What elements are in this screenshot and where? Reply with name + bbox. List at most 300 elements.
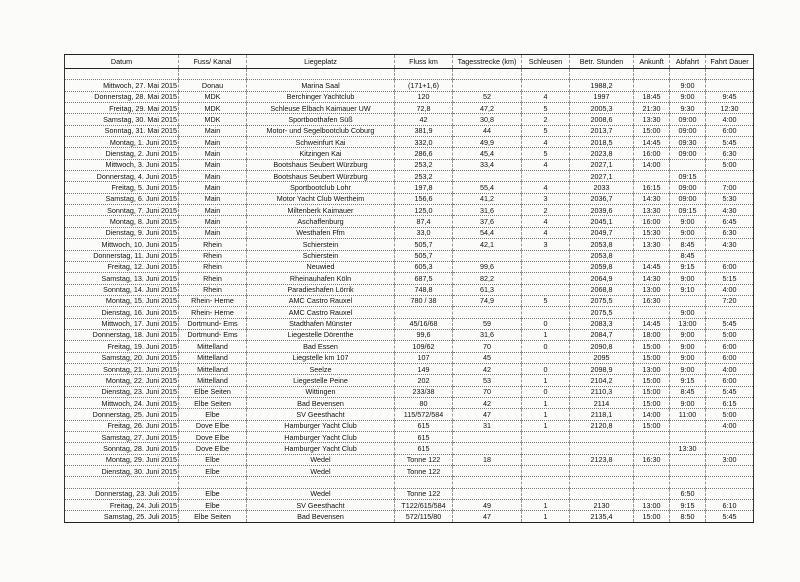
datum-cell: Samstag, 13. Juni 2015 [65, 273, 179, 284]
schleusen-cell: 2 [522, 205, 570, 216]
datum-cell: Sonntag, 31. Mai 2015 [65, 125, 179, 136]
header-fluss-km: Fluss km [395, 55, 453, 69]
liegeplatz-cell: Wedel [247, 454, 395, 465]
liegeplatz-cell: Motor Yacht Club Wertheim [247, 193, 395, 204]
betriebsstunden-cell: 1988,2 [570, 80, 634, 91]
fluss-km-cell: 572/115/80 [395, 511, 453, 522]
betriebsstunden-cell: 2018,5 [570, 137, 634, 148]
fluss-km-cell: 615 [395, 443, 453, 454]
abfahrt-cell: 13:30 [670, 443, 706, 454]
table-row [65, 420, 754, 431]
tagesstrecke-cell [453, 432, 522, 443]
kanal-cell: Main [179, 182, 247, 193]
ankunft-cell: 16:30 [634, 295, 670, 306]
fluss-km-cell: 202 [395, 375, 453, 386]
fahrt-dauer-cell: 4:30 [706, 239, 754, 250]
betriebsstunden-cell: 2114 [570, 397, 634, 408]
kanal-cell: Mittelland [179, 363, 247, 374]
table-row [65, 91, 754, 102]
liegeplatz-cell: Stadthafen Münster [247, 318, 395, 329]
ankunft-cell: 15:00 [634, 511, 670, 522]
kanal-cell: MDK [179, 103, 247, 114]
kanal-cell: Mittelland [179, 352, 247, 363]
betriebsstunden-cell: 2059,8 [570, 261, 634, 272]
tagesstrecke-cell: 31 [453, 420, 522, 431]
liegeplatz-cell: SV Geesthacht [247, 500, 395, 511]
fluss-km-cell: 197,8 [395, 182, 453, 193]
kanal-cell: Dove Elbe [179, 443, 247, 454]
fluss-km-cell: 42 [395, 114, 453, 125]
datum-cell: Samstag, 27. Juni 2015 [65, 432, 179, 443]
betriebsstunden-cell [570, 466, 634, 477]
datum-cell: Freitag, 5. Juni 2015 [65, 182, 179, 193]
tagesstrecke-cell [453, 466, 522, 477]
betriebsstunden-cell: 2013,7 [570, 125, 634, 136]
kanal-cell: Rhein [179, 273, 247, 284]
schleusen-cell [522, 466, 570, 477]
table-row [65, 318, 754, 329]
abfahrt-cell: 09:00 [670, 148, 706, 159]
schleusen-cell: 1 [522, 420, 570, 431]
datum-cell [65, 477, 179, 488]
datum-cell: Sonntag, 28. Juni 2015 [65, 443, 179, 454]
table-row [65, 295, 754, 306]
table-row [65, 397, 754, 408]
header-tagesstrecke: Tagesstrecke (km) [453, 55, 522, 69]
datum-cell: Samstag, 25. Juli 2015 [65, 511, 179, 522]
abfahrt-cell: 9:30 [670, 103, 706, 114]
betriebsstunden-cell: 2135,4 [570, 511, 634, 522]
fahrt-dauer-cell [706, 488, 754, 499]
fluss-km-cell: 748,8 [395, 284, 453, 295]
kanal-cell: Main [179, 216, 247, 227]
abfahrt-cell [670, 454, 706, 465]
ankunft-cell [634, 250, 670, 261]
tagesstrecke-cell [453, 488, 522, 499]
ankunft-cell: 13:30 [634, 114, 670, 125]
liegeplatz-cell: Liegestelle Peine [247, 375, 395, 386]
abfahrt-cell: 8:45 [670, 239, 706, 250]
abfahrt-cell: 9:00 [670, 363, 706, 374]
fluss-km-cell: 605,3 [395, 261, 453, 272]
fahrt-dauer-cell [706, 432, 754, 443]
fahrt-dauer-cell: 6:00 [706, 341, 754, 352]
betriebsstunden-cell: 2053,8 [570, 239, 634, 250]
fluss-km-cell [395, 477, 453, 488]
schleusen-cell: 1 [522, 375, 570, 386]
fluss-km-cell: 109/62 [395, 341, 453, 352]
tagesstrecke-cell: 82,2 [453, 273, 522, 284]
schleusen-cell: 0 [522, 363, 570, 374]
fluss-km-cell: 107 [395, 352, 453, 363]
liegeplatz-cell: Kitzingen Kai [247, 148, 395, 159]
table-row [65, 409, 754, 420]
schleusen-cell: 5 [522, 295, 570, 306]
schleusen-cell [522, 171, 570, 182]
betriebsstunden-cell: 2130 [570, 500, 634, 511]
schleusen-cell: 2 [522, 114, 570, 125]
fahrt-dauer-cell: 5:30 [706, 193, 754, 204]
fahrt-dauer-cell: 6:10 [706, 500, 754, 511]
header-schleusen: Schleusen [522, 55, 570, 69]
abfahrt-cell: 09:00 [670, 193, 706, 204]
tagesstrecke-cell [453, 477, 522, 488]
liegeplatz-cell: Westhafen Ffm [247, 227, 395, 238]
liegeplatz-cell: Motor- und Segelbootclub Coburg [247, 125, 395, 136]
ankunft-cell [634, 80, 670, 91]
ankunft-cell: 14:00 [634, 159, 670, 170]
table-row [65, 307, 754, 318]
liegeplatz-cell: Rheinauhafen Köln [247, 273, 395, 284]
fahrt-dauer-cell [706, 69, 754, 80]
table-row [65, 432, 754, 443]
abfahrt-cell: 9:15 [670, 500, 706, 511]
schleusen-cell: 1 [522, 397, 570, 408]
tagesstrecke-cell: 49,9 [453, 137, 522, 148]
liegeplatz-cell [247, 69, 395, 80]
tagesstrecke-cell: 70 [453, 386, 522, 397]
table-row [65, 386, 754, 397]
table-row [65, 511, 754, 522]
header-fahrt-dauer: Fahrt Dauer [706, 55, 754, 69]
schleusen-cell [522, 477, 570, 488]
tagesstrecke-cell: 37,6 [453, 216, 522, 227]
schleusen-cell: 5 [522, 148, 570, 159]
tagesstrecke-cell: 30,8 [453, 114, 522, 125]
kanal-cell: MDK [179, 91, 247, 102]
datum-cell: Dienstag, 2. Juni 2015 [65, 148, 179, 159]
table-row [65, 261, 754, 272]
abfahrt-cell [670, 420, 706, 431]
datum-cell: Donnerstag, 28. Mai 2015 [65, 91, 179, 102]
datum-cell: Sonntag, 7. Juni 2015 [65, 205, 179, 216]
betriebsstunden-cell: 2090,8 [570, 341, 634, 352]
schleusen-cell: 1 [522, 409, 570, 420]
tagesstrecke-cell: 45 [453, 352, 522, 363]
tagesstrecke-cell [453, 171, 522, 182]
fluss-km-cell: 615 [395, 432, 453, 443]
tagesstrecke-cell: 42 [453, 397, 522, 408]
liegeplatz-cell: Schierstein [247, 239, 395, 250]
ankunft-cell [634, 477, 670, 488]
schleusen-cell [522, 69, 570, 80]
fahrt-dauer-cell [706, 443, 754, 454]
table-row [65, 125, 754, 136]
datum-cell: Dienstag, 9. Juni 2015 [65, 227, 179, 238]
abfahrt-cell: 09:15 [670, 205, 706, 216]
fluss-km-cell: 149 [395, 363, 453, 374]
tagesstrecke-cell [453, 443, 522, 454]
fluss-km-cell: 332,0 [395, 137, 453, 148]
abfahrt-cell: 9:15 [670, 375, 706, 386]
betriebsstunden-cell: 2005,3 [570, 103, 634, 114]
liegeplatz-cell: Bootshaus Seubert Würzburg [247, 171, 395, 182]
datum-cell: Freitag, 24. Juli 2015 [65, 500, 179, 511]
schleusen-cell: 3 [522, 239, 570, 250]
ankunft-cell: 13:00 [634, 284, 670, 295]
tagesstrecke-cell: 45,4 [453, 148, 522, 159]
betriebsstunden-cell [570, 432, 634, 443]
abfahrt-cell: 8:45 [670, 386, 706, 397]
schleusen-cell: 4 [522, 91, 570, 102]
table-row [65, 273, 754, 284]
fahrt-dauer-cell: 6:00 [706, 375, 754, 386]
fahrt-dauer-cell: 4:00 [706, 284, 754, 295]
datum-cell: Freitag, 29. Mai 2015 [65, 103, 179, 114]
tagesstrecke-cell [453, 80, 522, 91]
abfahrt-cell: 09:15 [670, 171, 706, 182]
table-row [65, 239, 754, 250]
tagesstrecke-cell: 31,6 [453, 329, 522, 340]
ankunft-cell [634, 171, 670, 182]
table-row [65, 227, 754, 238]
ankunft-cell: 14:45 [634, 318, 670, 329]
kanal-cell: Donau [179, 80, 247, 91]
ankunft-cell: 18:45 [634, 91, 670, 102]
datum-cell: Montag, 1. Juni 2015 [65, 137, 179, 148]
ankunft-cell: 14:30 [634, 193, 670, 204]
fluss-km-cell: 125,0 [395, 205, 453, 216]
fluss-km-cell: 33,0 [395, 227, 453, 238]
schleusen-cell [522, 488, 570, 499]
kanal-cell: Rhein [179, 284, 247, 295]
abfahrt-cell: 9:00 [670, 307, 706, 318]
fluss-km-cell: 80 [395, 397, 453, 408]
table-row [65, 148, 754, 159]
abfahrt-cell [670, 466, 706, 477]
table-row [65, 466, 754, 477]
liegeplatz-cell: Marina Saal [247, 80, 395, 91]
abfahrt-cell: 09:00 [670, 182, 706, 193]
schleusen-cell [522, 250, 570, 261]
tagesstrecke-cell: 33,4 [453, 159, 522, 170]
betriebsstunden-cell: 2027,1 [570, 171, 634, 182]
datum-cell: Sonntag, 14. Juni 2015 [65, 284, 179, 295]
abfahrt-cell: 8:45 [670, 250, 706, 261]
fahrt-dauer-cell [706, 80, 754, 91]
liegeplatz-cell: Wittingen [247, 386, 395, 397]
kanal-cell: Rhein- Herne [179, 295, 247, 306]
abfahrt-cell: 9:00 [670, 329, 706, 340]
datum-cell: Donnerstag, 18. Juni 2015 [65, 329, 179, 340]
kanal-cell: Main [179, 171, 247, 182]
tagesstrecke-cell [453, 307, 522, 318]
abfahrt-cell: 9:00 [670, 341, 706, 352]
kanal-cell: Dove Elbe [179, 420, 247, 431]
ankunft-cell: 14:45 [634, 137, 670, 148]
ankunft-cell: 15:00 [634, 397, 670, 408]
kanal-cell: Dortmund- Ems [179, 318, 247, 329]
tagesstrecke-cell: 47 [453, 409, 522, 420]
ankunft-cell: 16:30 [634, 454, 670, 465]
betriebsstunden-cell: 2039,6 [570, 205, 634, 216]
kanal-cell: Rhein [179, 239, 247, 250]
fahrt-dauer-cell: 4:30 [706, 205, 754, 216]
ankunft-cell [634, 488, 670, 499]
table-row [65, 137, 754, 148]
schleusen-cell [522, 443, 570, 454]
fahrt-dauer-cell: 5:45 [706, 511, 754, 522]
fluss-km-cell: 99,6 [395, 329, 453, 340]
betriebsstunden-cell: 2008,6 [570, 114, 634, 125]
table-row [65, 284, 754, 295]
table-row [65, 182, 754, 193]
betriebsstunden-cell: 2083,3 [570, 318, 634, 329]
tagesstrecke-cell: 55,4 [453, 182, 522, 193]
ankunft-cell: 15:00 [634, 125, 670, 136]
table-row [65, 114, 754, 125]
liegeplatz-cell: Paradieshafen Lörrik [247, 284, 395, 295]
betriebsstunden-cell: 2098,9 [570, 363, 634, 374]
table-row [65, 103, 754, 114]
betriebsstunden-cell [570, 488, 634, 499]
schleusen-cell: 5 [522, 125, 570, 136]
betriebsstunden-cell: 2027,1 [570, 159, 634, 170]
fahrt-dauer-cell: 7:00 [706, 182, 754, 193]
fluss-km-cell: 505,7 [395, 239, 453, 250]
datum-cell: Mittwoch, 24. Juni 2015 [65, 397, 179, 408]
fahrt-dauer-cell: 6:00 [706, 125, 754, 136]
betriebsstunden-cell: 2064,9 [570, 273, 634, 284]
tagesstrecke-cell: 47,2 [453, 103, 522, 114]
schleusen-cell: 3 [522, 193, 570, 204]
fahrt-dauer-cell: 6:15 [706, 397, 754, 408]
schleusen-cell: 0 [522, 341, 570, 352]
fluss-km-cell: 115/572/584 [395, 409, 453, 420]
tagesstrecke-cell [453, 69, 522, 80]
liegeplatz-cell: Bad Bevensen [247, 511, 395, 522]
betriebsstunden-cell: 2110,3 [570, 386, 634, 397]
fahrt-dauer-cell: 5:15 [706, 273, 754, 284]
datum-cell: Samstag, 20. Juni 2015 [65, 352, 179, 363]
schleusen-cell [522, 307, 570, 318]
header-liegeplatz: Liegeplatz [247, 55, 395, 69]
fahrt-dauer-cell: 5:45 [706, 137, 754, 148]
datum-cell: Mittwoch, 17. Juni 2015 [65, 318, 179, 329]
fahrt-dauer-cell: 7:20 [706, 295, 754, 306]
datum-cell: Dienstag, 30. Juni 2015 [65, 466, 179, 477]
table-row [65, 159, 754, 170]
itinerary-table [64, 54, 754, 523]
abfahrt-cell: 9:00 [670, 80, 706, 91]
schleusen-cell [522, 352, 570, 363]
betriebsstunden-cell: 2045,1 [570, 216, 634, 227]
kanal-cell: Elbe Seiten [179, 397, 247, 408]
betriebsstunden-cell: 2036,7 [570, 193, 634, 204]
liegeplatz-cell: Aschaffenburg [247, 216, 395, 227]
datum-cell: Mittwoch, 10. Juni 2015 [65, 239, 179, 250]
schleusen-cell: 4 [522, 182, 570, 193]
table-row [65, 477, 754, 488]
fahrt-dauer-cell [706, 250, 754, 261]
kanal-cell: Main [179, 125, 247, 136]
table-row [65, 329, 754, 340]
liegeplatz-cell: Berchinger Yachtclub [247, 91, 395, 102]
schleusen-cell: 1 [522, 329, 570, 340]
table-row [65, 454, 754, 465]
ankunft-cell: 13:00 [634, 500, 670, 511]
datum-cell [65, 69, 179, 80]
tagesstrecke-cell: 74,9 [453, 295, 522, 306]
liegeplatz-cell: Seelze [247, 363, 395, 374]
liegeplatz-cell: Sportboothafen Süß [247, 114, 395, 125]
tagesstrecke-cell: 99,6 [453, 261, 522, 272]
tagesstrecke-cell: 61,3 [453, 284, 522, 295]
kanal-cell: Elbe [179, 454, 247, 465]
ankunft-cell [634, 443, 670, 454]
kanal-cell: Main [179, 193, 247, 204]
schleusen-cell: 0 [522, 386, 570, 397]
fluss-km-cell: 156,6 [395, 193, 453, 204]
abfahrt-cell [670, 295, 706, 306]
abfahrt-cell: 9:00 [670, 273, 706, 284]
abfahrt-cell: 8:50 [670, 511, 706, 522]
kanal-cell: Main [179, 205, 247, 216]
betriebsstunden-cell: 1997 [570, 91, 634, 102]
tagesstrecke-cell: 49 [453, 500, 522, 511]
tagesstrecke-cell: 44 [453, 125, 522, 136]
liegeplatz-cell [247, 477, 395, 488]
fahrt-dauer-cell: 5:00 [706, 329, 754, 340]
ankunft-cell: 15:00 [634, 352, 670, 363]
datum-cell: Samstag, 30. Mai 2015 [65, 114, 179, 125]
abfahrt-cell [670, 69, 706, 80]
ankunft-cell: 18:00 [634, 329, 670, 340]
abfahrt-cell: 9:00 [670, 216, 706, 227]
kanal-cell: Main [179, 137, 247, 148]
table-row [65, 352, 754, 363]
header-datum: Datum [65, 55, 179, 69]
header-betriebsstunden: Betr. Stunden [570, 55, 634, 69]
betriebsstunden-cell: 2084,7 [570, 329, 634, 340]
liegeplatz-cell: Hamburger Yacht Club [247, 443, 395, 454]
fahrt-dauer-cell: 5:00 [706, 159, 754, 170]
kanal-cell: Dortmund- Ems [179, 329, 247, 340]
abfahrt-cell: 13:00 [670, 318, 706, 329]
kanal-cell: Main [179, 159, 247, 170]
fahrt-dauer-cell: 6:30 [706, 148, 754, 159]
table-row [65, 443, 754, 454]
fahrt-dauer-cell [706, 307, 754, 318]
datum-cell: Samstag, 6. Juni 2015 [65, 193, 179, 204]
liegeplatz-cell: Liegestelle Dörenthe [247, 329, 395, 340]
table-row [65, 171, 754, 182]
liegeplatz-cell: Liegstelle km 107 [247, 352, 395, 363]
ankunft-cell: 15:30 [634, 227, 670, 238]
liegeplatz-cell: Bad Bevensen [247, 397, 395, 408]
schleusen-cell [522, 80, 570, 91]
betriebsstunden-cell: 2104,2 [570, 375, 634, 386]
ankunft-cell: 13:00 [634, 363, 670, 374]
ankunft-cell: 15:00 [634, 386, 670, 397]
fahrt-dauer-cell: 6:45 [706, 216, 754, 227]
fahrt-dauer-cell [706, 466, 754, 477]
betriebsstunden-cell [570, 69, 634, 80]
kanal-cell: Main [179, 227, 247, 238]
abfahrt-cell: 09:00 [670, 125, 706, 136]
table-row [65, 375, 754, 386]
fahrt-dauer-cell [706, 477, 754, 488]
abfahrt-cell [670, 159, 706, 170]
kanal-cell: Mittelland [179, 341, 247, 352]
fluss-km-cell: 615 [395, 420, 453, 431]
ankunft-cell [634, 69, 670, 80]
betriebsstunden-cell: 2118,1 [570, 409, 634, 420]
table-header-row [65, 55, 754, 69]
betriebsstunden-cell: 2095 [570, 352, 634, 363]
ankunft-cell: 14:00 [634, 409, 670, 420]
fahrt-dauer-cell: 5:45 [706, 318, 754, 329]
